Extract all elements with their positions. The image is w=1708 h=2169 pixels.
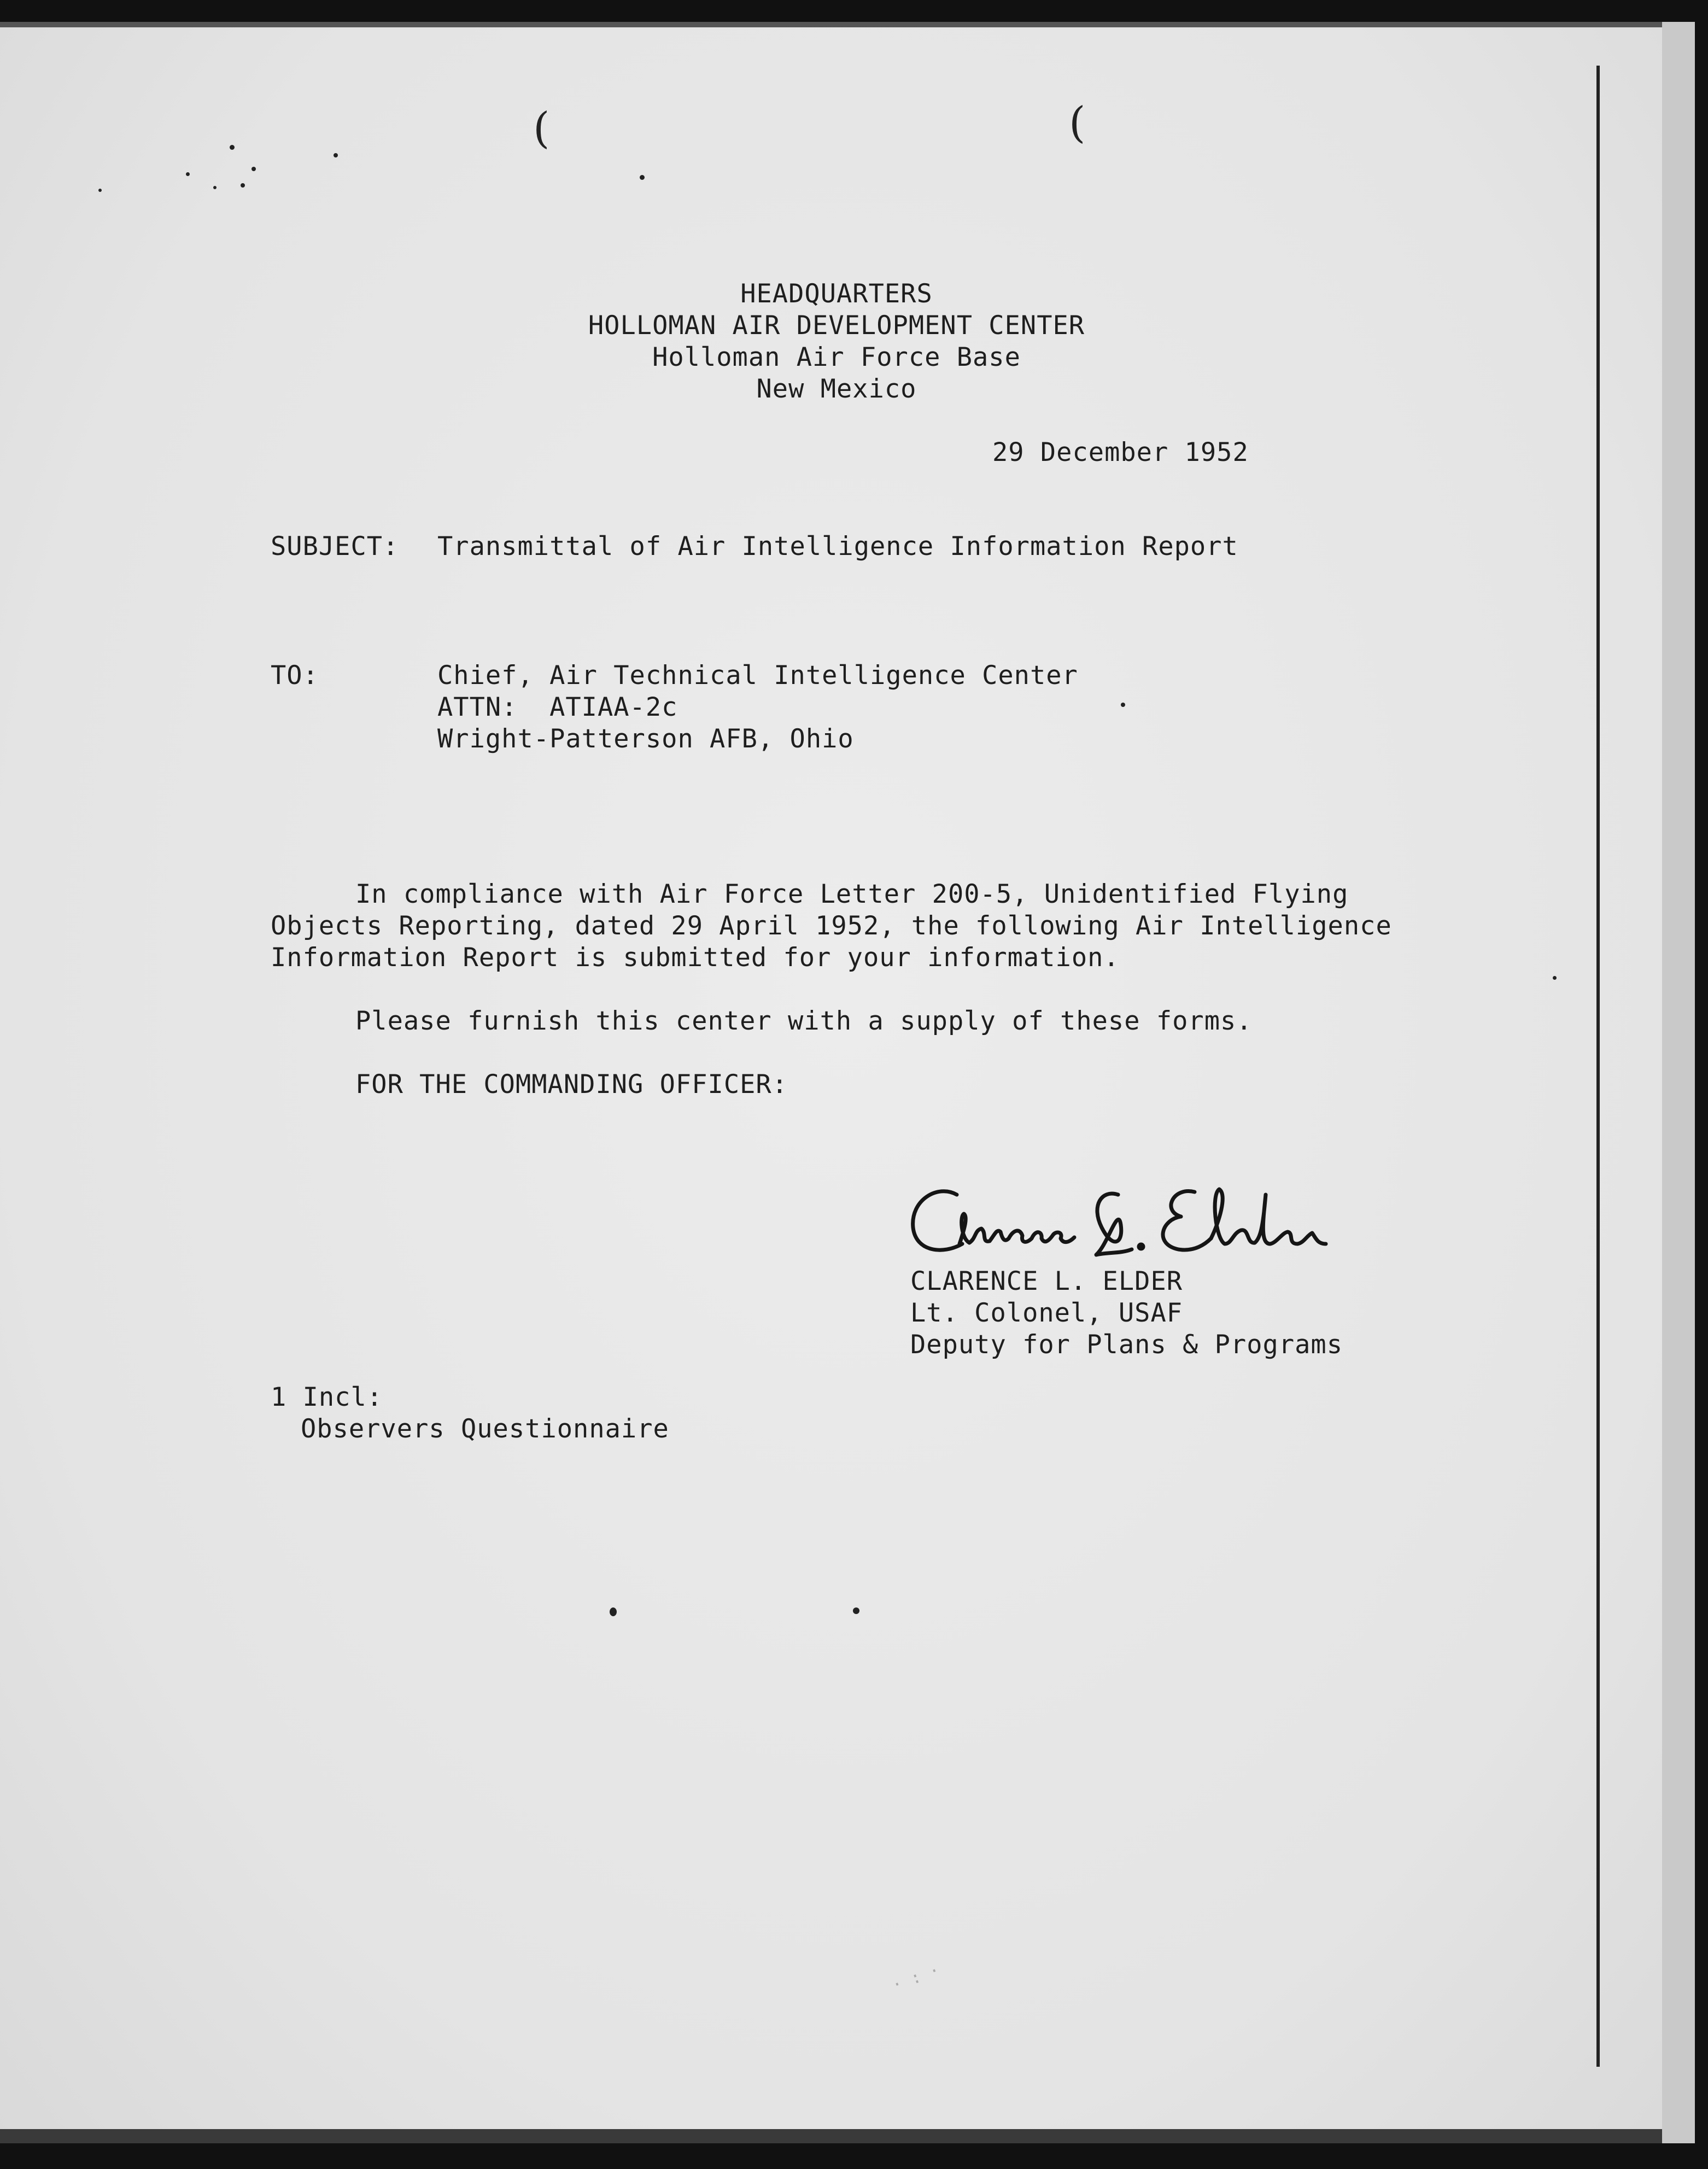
punch-mark-right: ( — [1069, 98, 1086, 148]
page-right-edge-line — [1596, 66, 1600, 2067]
speck — [334, 153, 338, 157]
film-edge-top — [0, 22, 1695, 27]
enclosure-label: 1 Incl: — [271, 1382, 383, 1412]
film-edge-bottom — [0, 2129, 1695, 2143]
speck — [98, 189, 102, 192]
signer-title: Deputy for Plans & Programs — [910, 1330, 1343, 1360]
subject-text: Transmittal of Air Intelligence Information Report — [437, 531, 1238, 562]
faint-stamp-mark: · : · — [889, 1960, 943, 1996]
handwritten-signature — [905, 1162, 1331, 1277]
letter-date: 29 December 1952 — [992, 437, 1249, 467]
speck — [610, 1607, 617, 1616]
letterhead-state: New Mexico — [756, 374, 917, 404]
to-line-2: ATTN: ATIAA-2c — [437, 692, 678, 722]
body-paragraph-1-line-2: Objects Reporting, dated 29 April 1952, the following Air Intelligence — [271, 911, 1392, 941]
body-paragraph-2: Please furnish this center with a supply of these forms. — [355, 1006, 1253, 1036]
speck — [230, 145, 235, 150]
speck — [241, 183, 245, 188]
letterhead-center-name: HOLLOMAN AIR DEVELOPMENT CENTER — [588, 311, 1085, 341]
to-line-1: Chief, Air Technical Intelligence Center — [437, 660, 1078, 691]
speck — [251, 167, 256, 171]
speck — [853, 1607, 859, 1614]
body-paragraph-1-line-3: Information Report is submitted for your information. — [271, 943, 1120, 973]
enclosure-item: Observers Questionnaire — [301, 1414, 669, 1444]
speck — [1553, 976, 1557, 980]
speck — [640, 175, 645, 180]
to-line-3: Wright-Patterson AFB, Ohio — [437, 724, 854, 754]
letterhead-headquarters: HEADQUARTERS — [740, 279, 933, 309]
closing-line: FOR THE COMMANDING OFFICER: — [355, 1069, 788, 1100]
body-paragraph-1-line-1: In compliance with Air Force Letter 200-5, Unidentified Flying — [355, 879, 1349, 909]
signer-rank: Lt. Colonel, USAF — [910, 1298, 1183, 1328]
film-edge-right — [1662, 22, 1695, 2143]
speck — [186, 172, 190, 176]
to-label: TO: — [271, 660, 319, 691]
speck — [1121, 703, 1125, 707]
subject-label: SUBJECT: — [271, 531, 399, 562]
document-page — [0, 22, 1695, 2143]
speck — [213, 186, 217, 189]
signer-name: CLARENCE L. ELDER — [910, 1266, 1183, 1296]
letterhead-base: Holloman Air Force Base — [652, 342, 1021, 372]
punch-mark-left: ( — [533, 104, 550, 153]
